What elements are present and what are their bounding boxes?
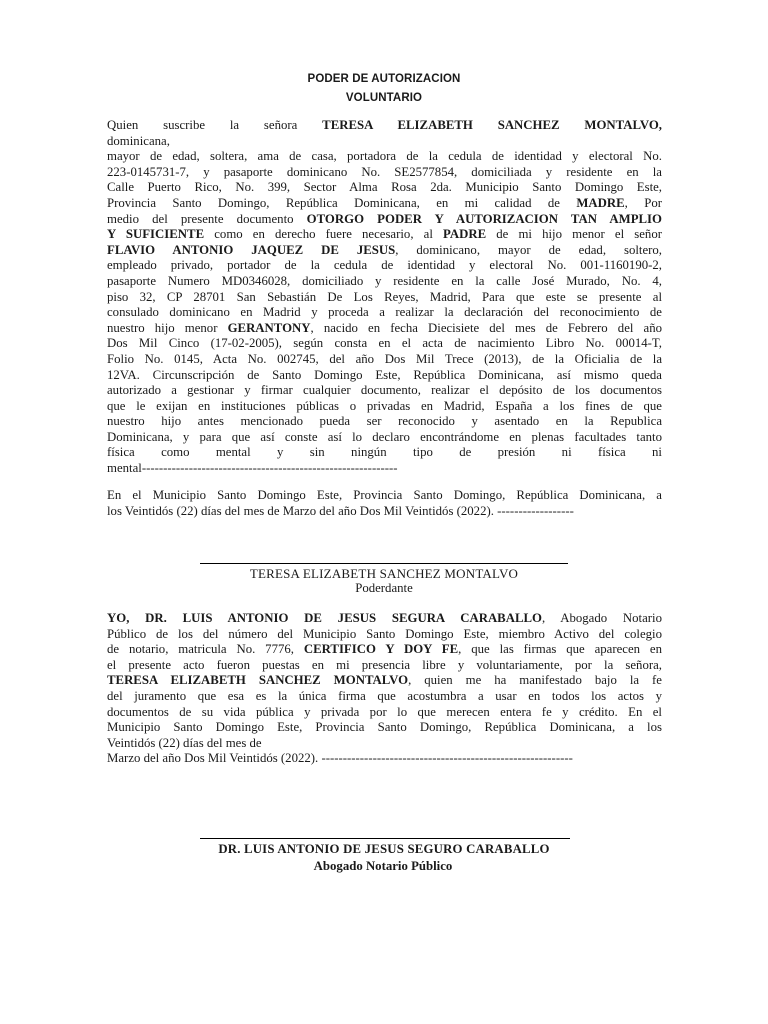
text-segment: medio del presente documento <box>107 211 307 226</box>
text-segment: Dos Mil Cinco (17-02-2005), según consta en el acta de nacimiento Libro No. 00014-T, <box>107 336 662 351</box>
text-line <box>107 399 662 415</box>
emphasis-text: TERESA ELIZABETH SANCHEZ MONTALVO <box>107 673 409 688</box>
text-segment: mayor de edad, soltera, ama de casa, portadora de la cedula de identidad y electoral No. <box>107 149 662 164</box>
text-segment: 223-0145731-7, y pasaporte dominicano No. SE2577854, domiciliada y residente en la <box>107 164 662 179</box>
text-line <box>107 227 662 243</box>
notary-certification-paragraph <box>107 611 662 767</box>
text-segment: , dominicano, mayor de edad, soltero, <box>395 242 662 257</box>
text-segment: documentos de su vida pública y privada por lo que merecen entera fe y crédito. En el <box>107 704 662 719</box>
text-segment: consulado dominicano en Madrid y proceda a realizar la declaración del reconocimiento de <box>107 305 662 320</box>
text-line <box>107 383 662 399</box>
text-segment: pasaporte Numero MD0346028, domiciliado y residente en la calle José Murado, No. 4, <box>107 273 662 288</box>
text-segment: Público de los del número del Municipio Santo Domingo Este, miembro Activo del colegio <box>107 626 662 641</box>
text-line <box>107 642 662 658</box>
text-line <box>107 705 662 721</box>
notary-name: DR. LUIS ANTONIO DE JESUS SEGURO CARABALLO <box>218 842 550 856</box>
text-line <box>107 720 662 736</box>
text-segment: , quien me ha manifestado bajo la fe <box>408 673 662 688</box>
text-segment: Veintidós (22) días del mes de <box>107 735 262 750</box>
text-line <box>107 305 662 321</box>
text-line <box>107 212 662 228</box>
text-segment: del juramento que esa es la única firma que acostumbra a usar en todos los actos y <box>107 688 662 703</box>
signature-line-notary <box>200 838 570 839</box>
text-segment: dominicana, <box>107 133 170 148</box>
text-line <box>107 258 662 274</box>
text-line <box>107 196 662 212</box>
authorization-paragraph <box>107 118 662 477</box>
text-line <box>107 274 662 290</box>
text-segment: el presente acto fueron puestas en mi presencia libre y voluntariamente, por la señora, <box>107 657 662 672</box>
document-title: PODER DE AUTORIZACION <box>307 73 461 85</box>
emphasis-text: Y SUFICIENTE <box>107 227 205 242</box>
text-segment: , Abogado Notario <box>542 611 662 625</box>
text-segment: de mi hijo menor el señor <box>486 227 662 242</box>
text-segment: autorizado a gestionar y firmar cualquier documento, realizar el depósito de los documentos <box>107 383 662 398</box>
emphasis-text: FLAVIO ANTONIO JAQUEZ DE JESUS <box>107 242 396 257</box>
text-line <box>107 368 662 384</box>
poderdante-name: TERESA ELIZABETH SANCHEZ MONTALVO <box>249 566 519 581</box>
text-line <box>107 736 662 752</box>
poderdante-role: Poderdante <box>355 581 413 595</box>
text-segment: 12VA. Circunscripción de Santo Domingo Este, República Dominicana, así mismo queda <box>107 367 662 382</box>
text-segment: de notario, matricula No. 7776, <box>107 642 304 657</box>
text-line <box>107 751 662 767</box>
text-segment: piso 32, CP 28701 San Sebastián De Los Reyes, Madrid, Para que este se presente al <box>107 289 662 304</box>
document-subtitle: VOLUNTARIO <box>345 92 423 104</box>
text-segment: mental------------------------------------------------------------ <box>107 461 398 476</box>
text-line <box>107 414 662 430</box>
text-line <box>107 445 662 461</box>
text-line <box>107 461 662 477</box>
text-segment: , nacido en fecha Diecisiete del mes de Febrero del año <box>310 320 662 335</box>
text-segment: los Veintidós (22) días del mes de Marzo del año Dos Mil Veintidós (2022). ------------------ <box>107 503 574 518</box>
emphasis-text: MADRE <box>576 195 625 210</box>
text-line <box>107 488 662 504</box>
text-segment: Folio No. 0145, Acta No. 002745, del año Dos Mil Trece (2013), de la Oficialia de la <box>107 351 662 366</box>
text-line <box>107 165 662 181</box>
emphasis-text: GERANTONY <box>227 320 311 335</box>
text-line <box>107 290 662 306</box>
text-segment: nuestro hijo menor <box>107 320 228 335</box>
place-date-paragraph <box>107 488 662 519</box>
emphasis-text: OTORGO PODER Y AUTORIZACION TAN AMPLIO <box>306 211 662 226</box>
text-segment: que le exijan en instituciones públicas o privadas en Madrid, España a los fines de que <box>107 398 662 413</box>
text-line <box>107 689 662 705</box>
text-line <box>107 243 662 259</box>
text-line <box>107 321 662 337</box>
text-segment: Provincia Santo Domingo, República Dominicana, en mi calidad de <box>107 195 577 210</box>
text-segment: como en derecho fuere necesario, al <box>204 227 443 242</box>
text-segment: Dominicana, y para que así conste así lo declaro encontrándome en plenas facultades tanto <box>107 429 662 444</box>
text-segment: física como mental y sin ningún tipo de presión ni física ni <box>107 445 662 460</box>
text-line <box>107 673 662 689</box>
text-segment: En el Municipio Santo Domingo Este, Provincia Santo Domingo, República Dominicana, a <box>107 488 662 502</box>
emphasis-text: YO, DR. LUIS ANTONIO DE JESUS SEGURA CARABALLO <box>107 611 542 625</box>
text-line <box>107 430 662 446</box>
notary-role: Abogado Notario Público <box>313 859 453 873</box>
text-line <box>107 352 662 368</box>
text-segment: empleado privado, portador de la cedula de identidad y electoral No. 001-1160190-2, <box>107 258 662 273</box>
text-segment: Quien suscribe la señora <box>107 118 323 132</box>
text-segment: , Por <box>624 195 662 210</box>
text-line <box>107 134 662 150</box>
text-segment: Marzo del año Dos Mil Veintidós (2022). ----------------------------------------------------------- <box>107 751 573 766</box>
text-line <box>107 118 662 134</box>
text-line <box>107 149 662 165</box>
text-line <box>107 611 662 627</box>
emphasis-text: PADRE <box>443 227 487 242</box>
text-line <box>107 658 662 674</box>
signature-line-poderdante <box>200 563 568 564</box>
emphasis-text: TERESA ELIZABETH SANCHEZ MONTALVO, <box>322 118 662 132</box>
text-line <box>107 627 662 643</box>
text-line <box>107 504 662 520</box>
text-segment: Municipio Santo Domingo Este, Provincia Santo Domingo, República Dominicana, a los <box>107 720 662 735</box>
text-segment: nuestro hijo antes mencionado pueda ser reconocido y asentado en la Republica <box>107 414 662 429</box>
emphasis-text: CERTIFICO Y DOY FE <box>303 642 459 657</box>
text-line <box>107 336 662 352</box>
text-segment: , que las firmas que aparecen en <box>458 642 662 657</box>
text-line <box>107 180 662 196</box>
text-segment: Calle Puerto Rico, No. 399, Sector Alma Rosa 2da. Municipio Santo Domingo Este, <box>107 180 662 195</box>
